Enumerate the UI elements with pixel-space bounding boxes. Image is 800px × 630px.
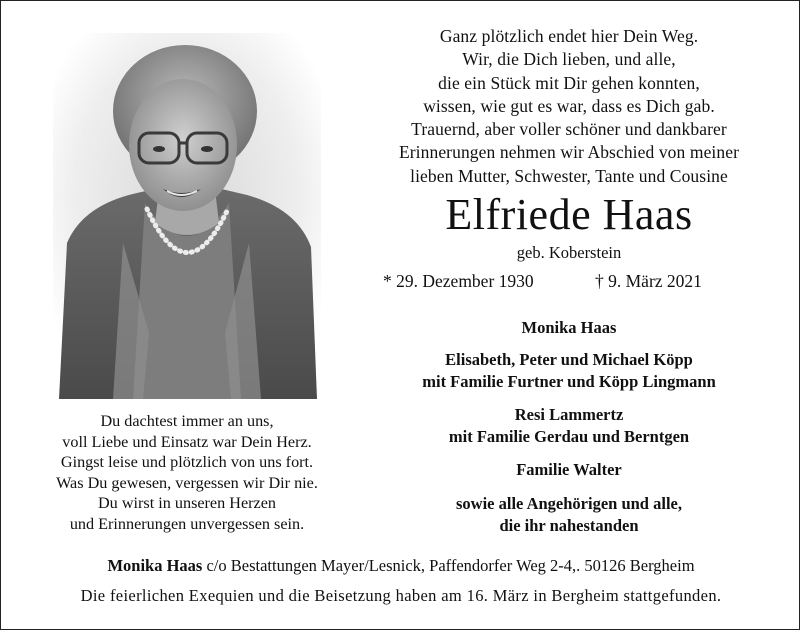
portrait-photo	[53, 33, 321, 399]
mourner-line: Elisabeth, Peter und Michael Köpp	[445, 350, 693, 369]
mourner-group	[353, 459, 785, 481]
poem-left-line: Gingst leise und plötzlich von uns fort.	[60, 453, 314, 471]
mourner-line: die ihr nahestanden	[499, 516, 639, 535]
poem-right-line: wissen, wie gut es war, dass es Dich gab.	[423, 95, 715, 116]
poem-left-line: voll Liebe und Einsatz war Dein Herz.	[62, 432, 312, 451]
mourner-line: Resi Lammertz	[514, 405, 624, 424]
mourner-group	[353, 493, 785, 537]
deceased-name: Elfriede Haas	[445, 190, 693, 239]
mourner-group	[353, 317, 785, 339]
poem-right-line: Ganz plötzlich endet hier Dein Weg.	[439, 26, 699, 46]
mourner-group	[353, 404, 785, 448]
mourner-line: Familie Walter	[516, 460, 622, 479]
poem-right-line: Erinnerungen nehmen wir Abschied von meiner	[398, 142, 740, 163]
mourner-line: mit Familie Gerdau und Berntgen	[448, 427, 690, 446]
maiden-name: geb. Koberstein	[516, 243, 622, 262]
poem-left-line: und Erinnerungen unvergessen sein.	[69, 514, 305, 533]
poem-right-line: Wir, die Dich lieben, und alle,	[462, 49, 676, 70]
poem-left	[29, 411, 345, 534]
poem-right-line: lieben Mutter, Schwester, Tante und Cousine	[410, 165, 728, 186]
poem-right-line: die ein Stück mit Dir gehen konnten,	[438, 72, 700, 93]
mourner-line: mit Familie Furtner und Köpp Lingmann	[422, 372, 716, 391]
contact-name: Monika Haas	[107, 556, 203, 575]
poem-left-line: Was Du gewesen, vergessen wir Dir nie.	[56, 473, 318, 492]
contact-address: c/o Bestattungen Mayer/Lesnick, Paffendorfer Weg 2-4,. 50126 Bergheim	[202, 556, 695, 575]
mourner-line: sowie alle Angehörigen und alle,	[456, 494, 682, 513]
poem-right-line: Trauernd, aber voller schöner und dankbarer	[411, 119, 727, 140]
funeral-note: Die feierlichen Exequien und die Beisetzung haben am 16. März in Bergheim stattgefunden.	[80, 586, 722, 605]
poem-left-line: Du wirst in unseren Herzen	[97, 494, 276, 512]
contact-line	[1, 555, 800, 577]
birth-date: * 29. Dezember 1930	[383, 271, 534, 291]
death-date: † 9. März 2021	[595, 271, 702, 291]
mourner-line: Monika Haas	[521, 318, 617, 337]
mourner-group	[353, 349, 785, 393]
poem-right	[353, 25, 785, 188]
poem-left-line: Du dachtest immer an uns,	[100, 412, 274, 430]
